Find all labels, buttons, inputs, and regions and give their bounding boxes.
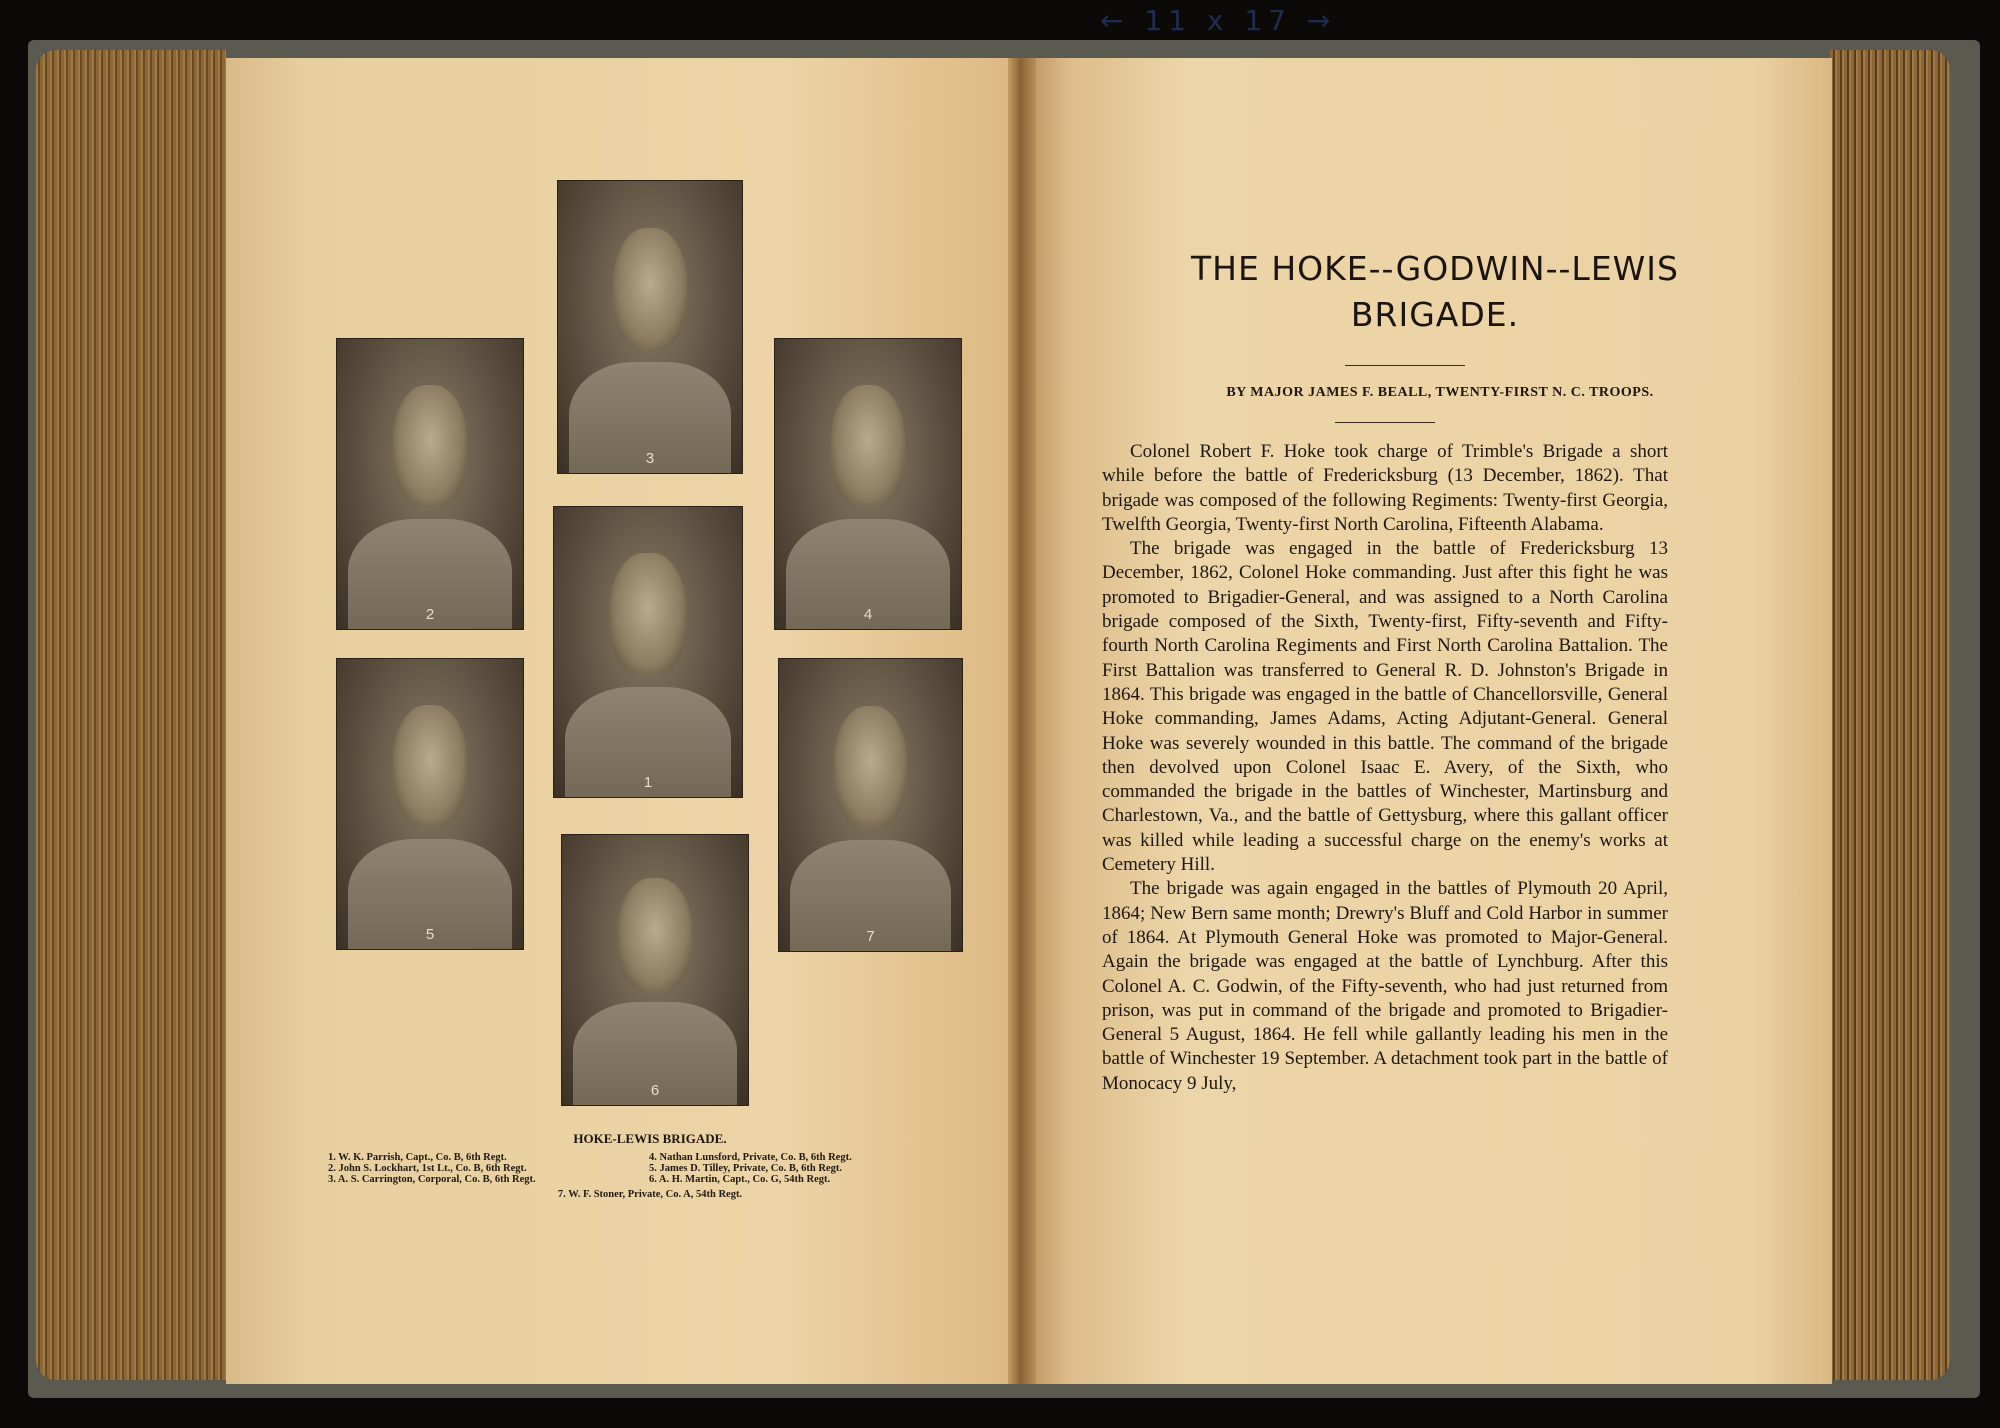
chapter-title-line: THE HOKE--GODWIN--LEWIS <box>1191 249 1679 288</box>
chapter-title-line: BRIGADE. <box>1350 295 1520 334</box>
caption-item: 3. A. S. Carrington, Corporal, Co. B, 6th Regt. <box>328 1174 536 1185</box>
book-gutter <box>1008 58 1036 1384</box>
caption-item: 4. Nathan Lunsford, Private, Co. B, 6th Regt. <box>649 1152 852 1163</box>
portrait-4 <box>774 338 962 630</box>
byline: BY MAJOR JAMES F. BEALL, TWENTY-FIRST N. C. TROOPS. <box>1226 385 1654 400</box>
left-page-edges <box>36 50 226 1380</box>
portrait-number: 3 <box>645 450 655 467</box>
caption-item: 2. John S. Lockhart, 1st Lt., Co. B, 6th Regt. <box>328 1163 527 1174</box>
portrait-5 <box>336 658 524 950</box>
portrait-3 <box>557 180 743 474</box>
portrait-number: 4 <box>863 606 873 623</box>
caption-title: HOKE-LEWIS BRIGADE. <box>573 1131 727 1146</box>
chapter-title <box>1090 246 1780 338</box>
article-body <box>1102 440 1668 1096</box>
caption-list <box>328 1152 958 1185</box>
caption-item: 5. James D. Tilley, Private, Co. B, 6th Regt. <box>649 1163 842 1174</box>
title-rule <box>1345 365 1465 366</box>
portrait-1 <box>553 506 743 798</box>
portrait-7 <box>778 658 963 952</box>
caption-item-last: 7. W. F. Stoner, Private, Co. A, 54th Regt. <box>557 1189 743 1200</box>
paragraph: The brigade was again engaged in the battles of Plymouth 20 April, 1864; New Bern same month; Drewry's Bluff and Cold Harbor in summer of 1864. At Plymouth General Hoke was promoted to Major-General. Again the brigade was engaged at the battle of Lynchburg. After this Colonel A. C. Godwin, of the Fifty-seventh, who had just returned from prison, was put in command of the brigade and promoted to Brigadier-General 5 August, 1864. He fell while gallantly leading his men in the battle of Winchester 19 September. A detachment took part in the battle of Monocacy 9 July, <box>1102 878 1668 1094</box>
portrait-6 <box>561 834 749 1106</box>
byline-rule <box>1335 422 1435 423</box>
portrait-2 <box>336 338 524 630</box>
portrait-number: 2 <box>425 606 435 623</box>
right-page-edges <box>1830 50 1950 1380</box>
ruler-label: ← 11 x 17 → <box>1100 4 1337 37</box>
paragraph: Colonel Robert F. Hoke took charge of Trimble's Brigade a short while before the battle of Fredericksburg (13 December, 1862). That brigade was composed of the following Regiments: Twenty-first Georgia, Twelfth Georgia, Twenty-first North Carolina, Fifteenth Alabama. <box>1102 441 1668 535</box>
portrait-number: 5 <box>425 926 435 943</box>
portrait-number: 7 <box>866 928 875 945</box>
portrait-number: 1 <box>643 774 653 791</box>
paragraph: The brigade was engaged in the battle of Fredericksburg 13 December, 1862, Colonel Hoke commanding. Just after this fight he was promoted to Brigadier-General, and was assigned to a North Carolina brigade composed of the Sixth, Twenty-first, Fifty-seventh and Fifty-fourth North Carolina Regiments and First North Carolina Battalion. The First Battalion was transferred to General R. D. Johnston's Brigade in 1864. This brigade was engaged in the battle of Chancellorsville, General Hoke commanding, James Adams, Acting Adjutant-General. General Hoke was severely wounded in this battle. The command of the brigade then devolved upon Colonel Isaac E. Avery, of the Sixth, who commanded the brigade in the battles of Winchester, Martinsburg and Charlestown, Va., and the battle of Gettysburg, where this gallant officer was killed while leading a successful charge on the enemy's works at Cemetery Hill. <box>1102 538 1668 876</box>
caption-item: 1. W. K. Parrish, Capt., Co. B, 6th Regt. <box>328 1152 507 1163</box>
portrait-number: 6 <box>650 1082 660 1099</box>
caption-item: 6. A. H. Martin, Capt., Co. G, 54th Regt. <box>649 1174 831 1185</box>
